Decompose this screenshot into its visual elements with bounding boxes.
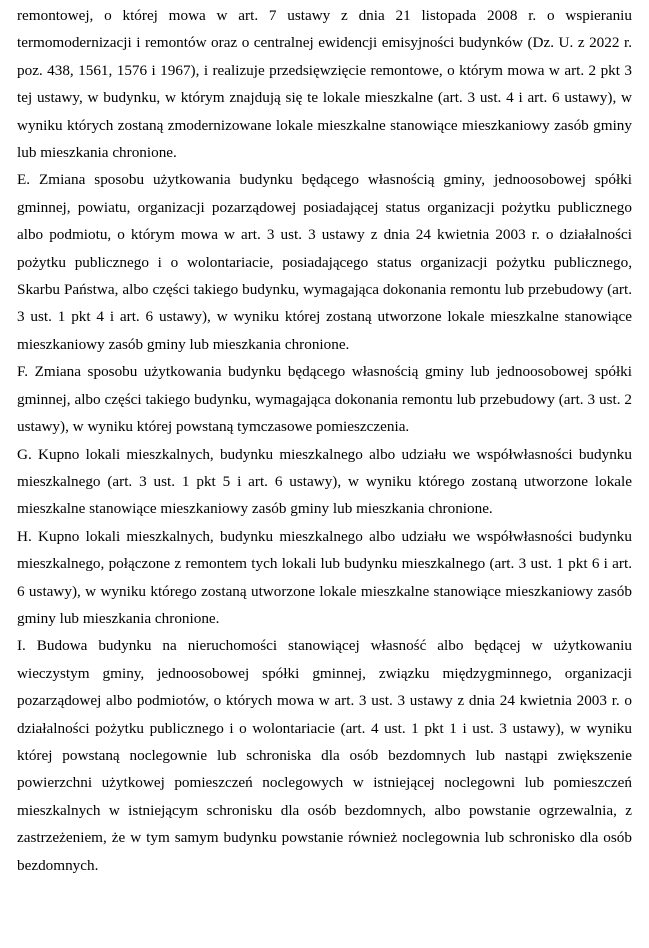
paragraph-f: F. Zmiana sposobu użytkowania budynku będącego własnością gminy lub jednoosobowej spółki gminnej, albo części takiego budynku, wymagająca dokonania remontu lub przebudowy (art. 3 ust. 2 ustawy), w wyniku której powstaną tymczasowe pomieszczenia. (17, 363, 632, 436)
paragraph-h: H. Kupno lokali mieszkalnych, budynku mieszkalnego albo udziału we współwłasności budynku mieszkalnego, połączone z remontem tych lokali lub budynku mieszkalnego (art. 3 ust. 1 pkt 6 i art. 6 ustawy), w wyniku którego zostaną utworzone lokale mieszkalne stanowiące mieszkaniowy zasób gminy lub mieszkania chronione. (17, 527, 632, 627)
document-page (17, 2, 632, 879)
paragraph-g: G. Kupno lokali mieszkalnych, budynku mieszkalnego albo udziału we współwłasności budynku mieszkalnego (art. 3 ust. 1 pkt 5 i art. 6 ustawy), w wyniku którego zostaną utworzone lokale mieszkalne stanowiące mieszkaniowy zasób gminy lub mieszkania chronione. (17, 445, 632, 518)
paragraph-i: I. Budowa budynku na nieruchomości stanowiącej własność albo będącej w użytkowaniu wieczystym gminy, jednoosobowej spółki gminnej, związku międzygminnego, organizacji pozarządowej albo podmiotów, o których mowa w art. 3 ust. 3 ustawy z dnia 24 kwietnia 2003 r. o działalności pożytku publicznego i o wolontariacie (art. 4 ust. 1 pkt 1 i ust. 3 ustawy), w wyniku której powstaną noclegownie lub schroniska dla osób bezdomnych lub nastąpi zwiększenie powierzchni użytkowej pomieszczeń noclegowych w istniejącej noclegowni lub pomieszczeń mieszkalnych w istniejącym schronisku dla osób bezdomnych, albo powstanie ogrzewalnia, z zastrzeżeniem, że w tym samym budynku powstanie również noclegownia lub schronisko dla osób bezdomnych. (17, 637, 632, 874)
paragraph-continuation: remontowej, o której mowa w art. 7 ustawy z dnia 21 listopada 2008 r. o wspieraniu termomodernizacji i remontów oraz o centralnej ewidencji emisyjności budynków (Dz. U. z 2022 r. poz. 438, 1561, 1576 i 1967), i realizuje przedsięwzięcie remontowe, o którym mowa w art. 2 pkt 3 tej ustawy, w budynku, w którym znajdują się te lokale mieszkalne (art. 3 ust. 4 i art. 6 ustawy), w wyniku których zostaną zmodernizowane lokale mieszkalne stanowiące mieszkaniowy zasób gminy lub mieszkania chronione. (17, 7, 632, 162)
paragraph-e: E. Zmiana sposobu użytkowania budynku będącego własnością gminy, jednoosobowej spółki gminnej, powiatu, organizacji pozarządowej posiadającej status organizacji pożytku publicznego albo podmiotu, o którym mowa w art. 3 ust. 3 ustawy z dnia 24 kwietnia 2003 r. o działalności pożytku publicznego i o wolontariacie, posiadającego status organizacji pożytku publicznego, Skarbu Państwa, albo części takiego budynku, wymagająca dokonania remontu lub przebudowy (art. 3 ust. 1 pkt 4 i art. 6 ustawy), w wyniku której zostaną utworzone lokale mieszkalne stanowiące mieszkaniowy zasób gminy lub mieszkania chronione. (17, 171, 632, 353)
